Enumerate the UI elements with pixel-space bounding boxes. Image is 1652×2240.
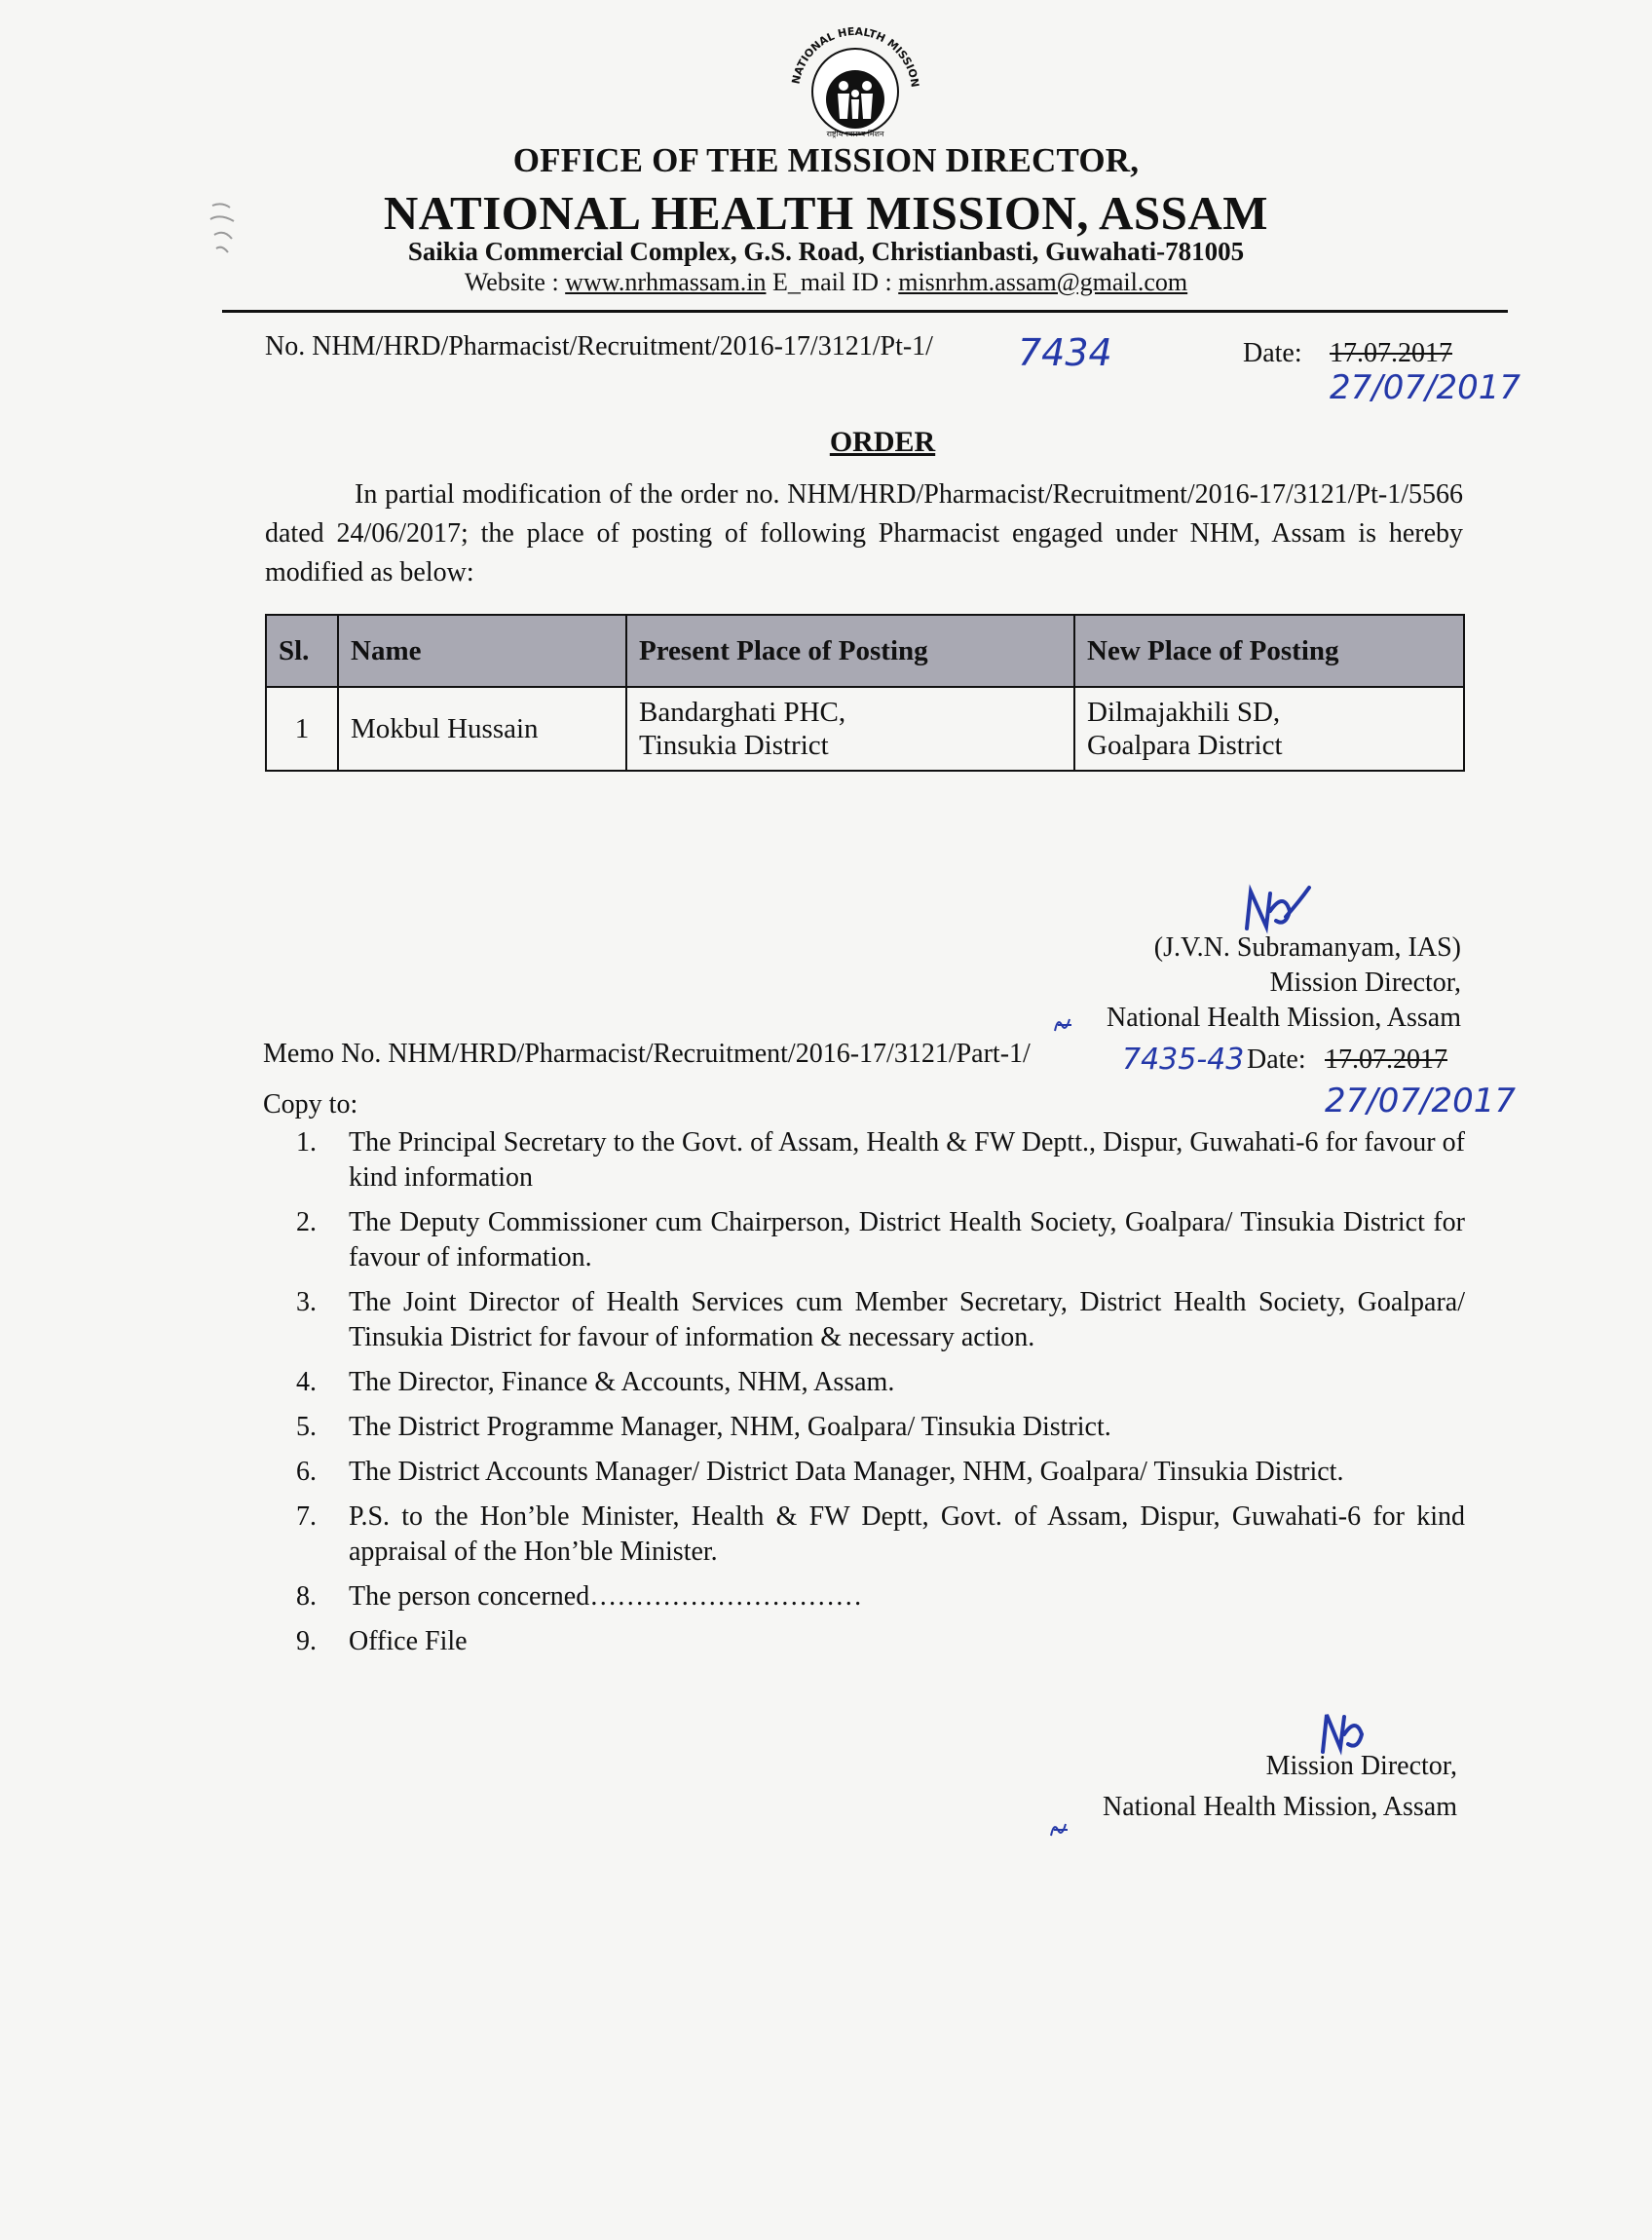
date-struck: 17.07.2017	[1330, 338, 1452, 368]
mission-title: NATIONAL HEALTH MISSION, ASSAM	[383, 186, 1269, 240]
initials-mark	[1052, 1013, 1075, 1035]
svg-text:NATIONAL HEALTH MISSION: NATIONAL HEALTH MISSION	[789, 24, 921, 89]
list-item-text: P.S. to the Hon’ble Minister, Health & FW Deptt, Govt. of Assam, Dispur, Guwahati-6 for kind appraisal of the Hon’ble Minister.	[349, 1501, 1465, 1567]
list-item-number: 1.	[296, 1127, 317, 1158]
list-item	[296, 1125, 1465, 1196]
list-item-number: 5.	[296, 1412, 317, 1442]
memo-date-handwritten: 27/07/2017	[1325, 1082, 1516, 1120]
header-divider	[222, 310, 1508, 313]
office-address: Saikia Commercial Complex, G.S. Road, Christianbasti, Guwahati-781005	[407, 237, 1245, 266]
svg-text:राष्ट्रीय स्वास्थ्य मिशन: राष्ट्रीय स्वास्थ्य मिशन	[826, 130, 884, 138]
copy-to-list	[296, 1125, 1465, 1669]
signatory2-designation: Mission Director,	[1265, 1751, 1457, 1781]
signatory2-organisation: National Health Mission, Assam	[1103, 1792, 1457, 1822]
signatory-organisation: National Health Mission, Assam	[1107, 1003, 1461, 1033]
memo-number: Memo No. NHM/HRD/Pharmacist/Recruitment/2016-17/3121/Part-1/	[263, 1039, 1031, 1069]
list-item-text: The Deputy Commissioner cum Chairperson, District Health Society, Goalpara/ Tinsukia District for favour of information.	[349, 1207, 1465, 1272]
list-item	[296, 1500, 1465, 1570]
email-label: E_mail ID :	[771, 268, 892, 296]
table-row	[266, 687, 1464, 771]
header-name: Name	[338, 615, 626, 687]
list-item-text: The District Accounts Manager/ District Data Manager, NHM, Goalpara/ Tinsukia District.	[349, 1457, 1344, 1487]
list-item-number: 6.	[296, 1457, 317, 1487]
signatory-designation: Mission Director,	[1269, 968, 1461, 998]
list-item	[296, 1205, 1465, 1275]
office-title: OFFICE OF THE MISSION DIRECTOR,	[512, 141, 1140, 179]
list-item-number: 9.	[296, 1626, 317, 1656]
list-item-text: The Principal Secretary to the Govt. of Assam, Health & FW Deptt., Dispur, Guwahati-6 for favour of kind information	[349, 1127, 1465, 1193]
list-item-number: 3.	[296, 1287, 317, 1317]
signatory-block-2	[1103, 1746, 1457, 1828]
copy-to-label: Copy to:	[263, 1089, 358, 1120]
signatory-block	[1107, 930, 1461, 1036]
nhm-logo	[770, 21, 940, 138]
header-new-place: New Place of Posting	[1074, 615, 1464, 687]
memo-handwritten-number: 7435-43	[1122, 1043, 1245, 1077]
list-item	[296, 1285, 1465, 1355]
list-item-text: The District Programme Manager, NHM, Goalpara/ Tinsukia District.	[349, 1412, 1111, 1442]
cell-present-place	[626, 687, 1074, 771]
order-intro-text: In partial modification of the order no. NHM/HRD/Pharmacist/Recruitment/2016-17/3121/Pt-1/5566 dated 24/06/2017; the place of posting of following Pharmacist engaged under NHM, Assam is hereby modified as below:	[265, 479, 1463, 588]
list-item	[296, 1624, 1465, 1659]
new-place-line1: Dilmajakhili SD,	[1087, 697, 1281, 728]
list-item-text: The Joint Director of Health Services cum Member Secretary, District Health Society, Goalpara/ Tinsukia District for favour of information & necessary action.	[349, 1287, 1465, 1352]
list-item	[296, 1455, 1465, 1490]
list-item-text: Office File	[349, 1626, 468, 1656]
order-intro	[265, 475, 1463, 592]
list-item-number: 8.	[296, 1581, 317, 1612]
cell-sl: 1	[266, 687, 338, 771]
initials-mark-2	[1048, 1818, 1071, 1840]
list-item-text: The person concerned…………………………	[349, 1581, 863, 1612]
new-place-line2: Goalpara District	[1087, 730, 1283, 761]
list-item-number: 7.	[296, 1501, 317, 1532]
posting-table	[265, 614, 1465, 772]
website-label: Website :	[464, 268, 559, 296]
reference-handwritten-number: 7434	[1018, 331, 1112, 374]
list-item	[296, 1410, 1465, 1445]
list-item-number: 4.	[296, 1367, 317, 1397]
memo-date-label: Date:	[1247, 1044, 1306, 1075]
reference-number: No. NHM/HRD/Pharmacist/Recruitment/2016-17/3121/Pt-1/	[265, 331, 933, 361]
cell-new-place	[1074, 687, 1464, 771]
signatory-name: (J.V.N. Subramanyam, IAS)	[1153, 932, 1461, 963]
date-handwritten: 27/07/2017	[1330, 368, 1521, 407]
list-item-text: The Director, Finance & Accounts, NHM, Assam.	[349, 1367, 895, 1397]
website-link[interactable]: www.nrhmassam.in	[565, 268, 767, 296]
email-link[interactable]: misnrhm.assam@gmail.com	[898, 268, 1188, 296]
header-sl: Sl.	[266, 615, 338, 687]
present-place-line1: Bandarghati PHC,	[639, 697, 846, 728]
list-item-number: 2.	[296, 1207, 317, 1237]
order-title: ORDER	[829, 426, 936, 458]
present-place-line2: Tinsukia District	[639, 730, 829, 761]
list-item	[296, 1579, 1465, 1614]
list-item	[296, 1365, 1465, 1400]
date-label: Date:	[1243, 338, 1302, 368]
table-header-row	[266, 615, 1464, 687]
contact-line	[0, 268, 1652, 297]
cell-name: Mokbul Hussain	[338, 687, 626, 771]
header-present-place: Present Place of Posting	[626, 615, 1074, 687]
memo-date-struck: 17.07.2017	[1325, 1044, 1447, 1075]
